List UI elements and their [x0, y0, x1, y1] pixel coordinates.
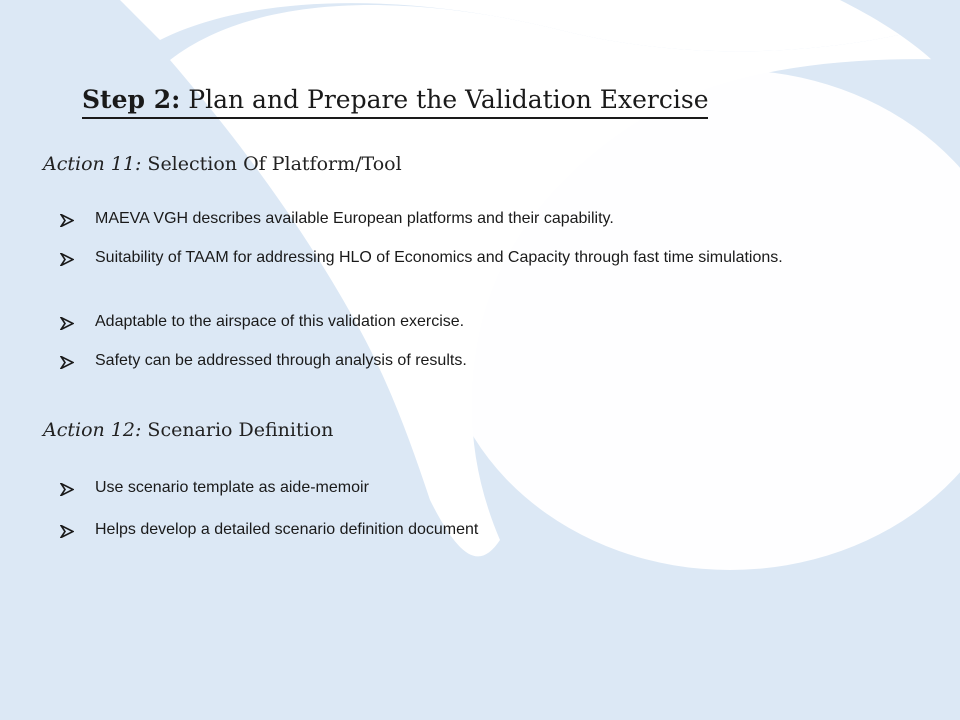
bullet-item	[60, 477, 369, 503]
arrowhead-bullet-icon	[60, 208, 95, 234]
bullet-item	[60, 350, 467, 376]
title-step-label: Step 2:	[82, 85, 181, 114]
arrowhead-bullet-icon	[60, 247, 95, 273]
bullet-text: Use scenario template as aide-memoir	[95, 479, 369, 496]
bullet-text: MAEVA VGH describes available European platforms and their capability.	[95, 210, 614, 227]
bullet-text: Adaptable to the airspace of this validation exercise.	[95, 313, 465, 330]
action-title: Selection Of Platform/Tool	[147, 153, 402, 175]
arrowhead-bullet-icon	[60, 477, 95, 503]
bullet-item	[60, 311, 464, 337]
section-heading-action-11	[43, 152, 402, 176]
action-number: Action 11:	[43, 153, 142, 175]
arrowhead-bullet-icon	[60, 350, 95, 376]
action-number: Action 12:	[43, 419, 142, 441]
bullet-item	[60, 519, 478, 545]
slide-title	[82, 84, 708, 119]
section-heading-action-12	[43, 418, 333, 442]
action-title: Scenario Definition	[147, 419, 334, 441]
bullet-text: Helps develop a detailed scenario definition document	[95, 521, 479, 538]
bullet-text: Safety can be addressed through analysis of results.	[95, 352, 467, 369]
bullet-text: Suitability of TAAM for addressing HLO of Economics and Capacity through fast time simulations.	[95, 249, 783, 266]
bullet-item	[60, 208, 614, 234]
title-text: Plan and Prepare the Validation Exercise	[188, 85, 709, 114]
arrowhead-bullet-icon	[60, 311, 95, 337]
bullet-item	[60, 247, 783, 273]
arrowhead-bullet-icon	[60, 519, 95, 545]
